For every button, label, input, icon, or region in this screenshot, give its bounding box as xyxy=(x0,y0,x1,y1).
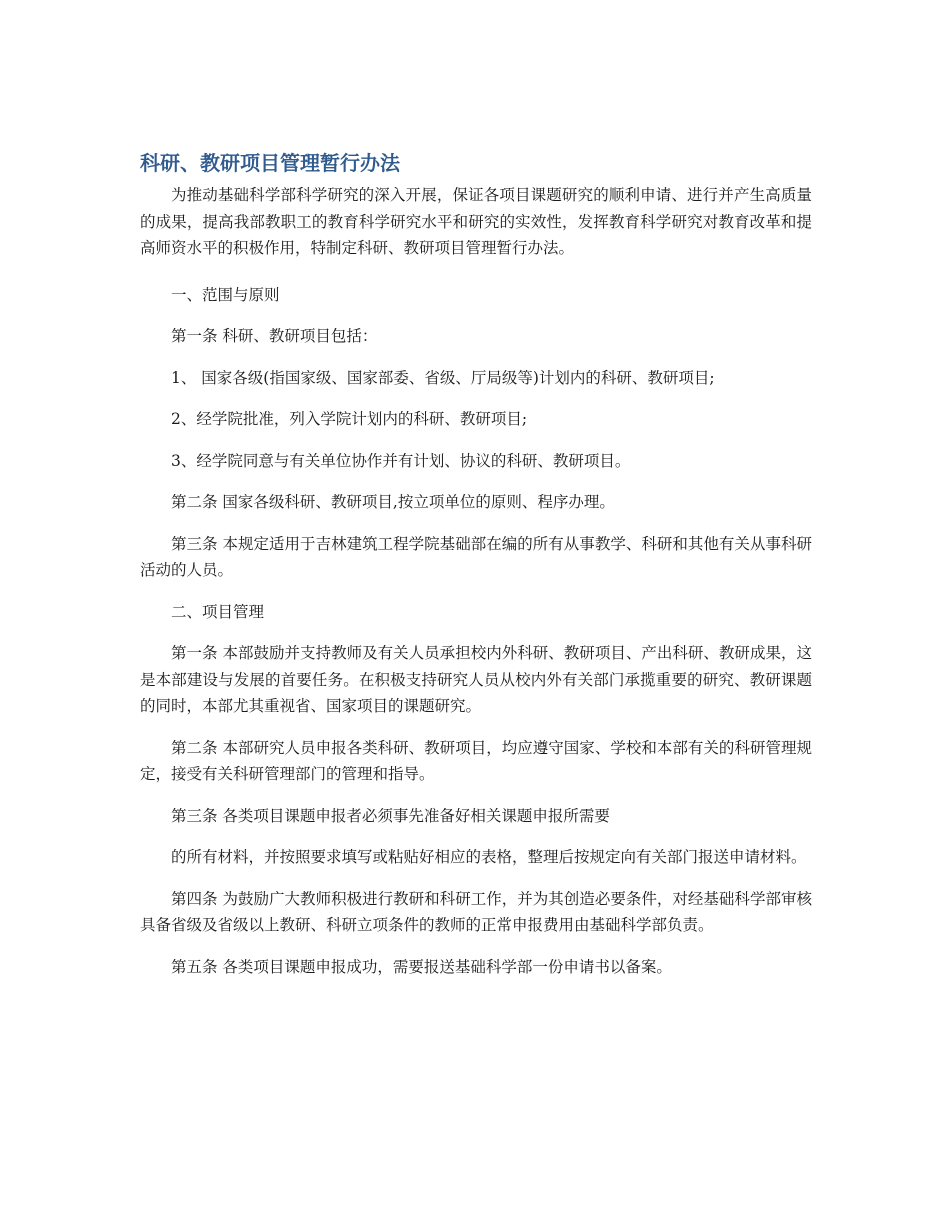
article-paragraph: 第五条 各类项目课题申报成功，需要报送基础科学部一份申请书以备案。 xyxy=(171,957,672,976)
article-paragraph: 第一条 本部鼓励并支持教师及有关人员承担校内外科研、教研项目、产出科研、教研成果，这是本部建设与发展的首要任务。在积极支持研究人员从校内外有关部门承揽重要的研究、教研课题的同时，本部尤其重视省、国家项目的课题研究。 xyxy=(140,644,812,715)
document-body xyxy=(140,148,812,995)
list-item: 1、 国家各级(指国家级、国家部委、省级、厅局级等)计划内的科研、教研项目; xyxy=(171,368,715,387)
article-paragraph: 第一条 科研、教研项目包括： xyxy=(171,327,378,345)
article-paragraph: 第二条 国家各级科研、教研项目,按立项单位的原则、程序办理。 xyxy=(171,493,615,511)
article-paragraph: 第四条 为鼓励广大教师积极进行教研和科研工作，并为其创造必要条件，对经基础科学部审核具备省级及省级以上教研、科研立项条件的教师的正常申报费用由基础科学部负责。 xyxy=(140,889,812,934)
list-item: 2、经学院批准，列入学院计划内的科研、教研项目; xyxy=(171,410,528,428)
article-paragraph: 第二条 本部研究人员申报各类科研、教研项目，均应遵守国家、学校和本部有关的科研管理规定，接受有关科研管理部门的管理和指导。 xyxy=(140,738,812,783)
list-item: 3、经学院同意与有关单位协作并有计划、协议的科研、教研项目。 xyxy=(171,451,631,470)
article-paragraph: 第三条 各类项目课题申报者必须事先准备好相关课题申报所需要 xyxy=(171,806,610,825)
article-paragraph: 第三条 本规定适用于吉林建筑工程学院基础部在编的所有从事教学、科研和其他有关从事科研活动的人员。 xyxy=(140,534,812,579)
intro-paragraph: 为推动基础科学部科学研究的深入开展，保证各项目课题研究的顺利申请、进行并产生高质量的成果，提高我部教职工的教育科学研究水平和研究的实效性，发挥教育科学研究对教育改革和提高师资水平的积极作用，特制定科研、教研项目管理暂行办法。 xyxy=(140,186,812,257)
article-paragraph: 的所有材料，并按照要求填写或粘贴好相应的表格，整理后按规定向有关部门报送申请材料。 xyxy=(171,848,807,866)
section-heading-scope: 一、范围与原则 xyxy=(171,285,280,304)
document-title: 科研、教研项目管理暂行办法 xyxy=(140,151,400,175)
section-heading-management: 二、项目管理 xyxy=(171,602,265,621)
